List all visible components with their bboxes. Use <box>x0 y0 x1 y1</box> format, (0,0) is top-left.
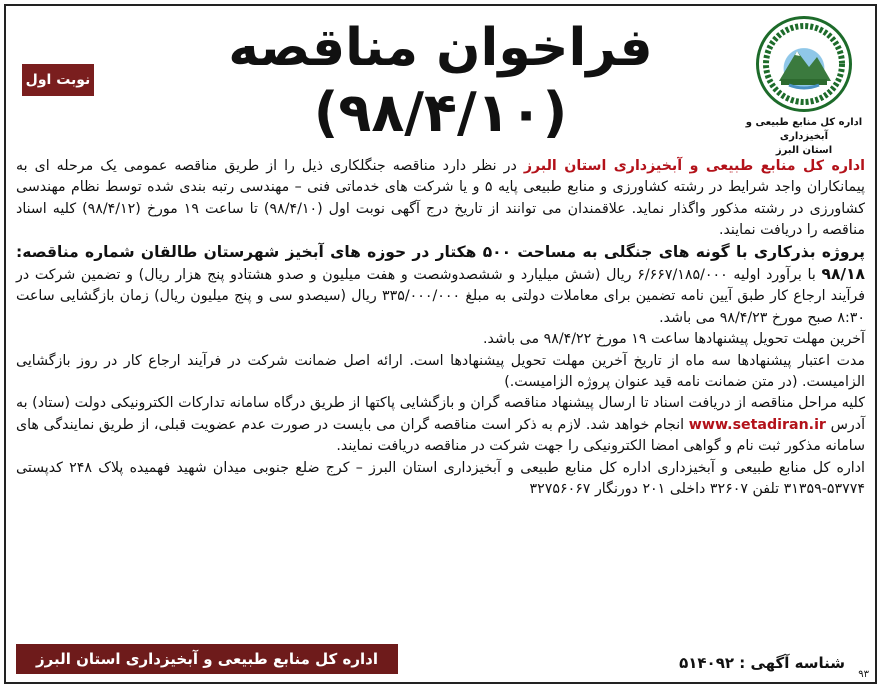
procedure-paragraph <box>16 393 865 457</box>
notice-footer <box>6 642 875 682</box>
logo-caption-line1: اداره کل منابع طبیعی و آبخیزداری <box>745 117 863 142</box>
intro-paragraph <box>16 156 865 242</box>
org-logo-icon <box>756 16 852 112</box>
validity-paragraph: مدت اعتبار پیشنهادها سه ماه از تاریخ آخرین مهلت تحویل پیشنهادها است. ارائه اصل ضمانت شرکت در فرآیند ارجاع کار در روز بازگشایی الزامیست. (در متن ضمانت نامه قید عنوان پروژه الزامیست.) <box>16 352 865 391</box>
ad-id: شناسه آگهی : ۵۱۴۰۹۲ <box>679 654 845 672</box>
logo-caption-line2: استان البرز <box>775 145 833 156</box>
org-name-lead: اداره کل منابع طبیعی و آبخیزداری استان البرز <box>523 158 865 174</box>
setad-link[interactable]: www.setadiran.ir <box>688 416 826 433</box>
deadline-paragraph: آخرین مهلت تحویل پیشنهادها ساعت ۱۹ مورخ ۹۸/۴/۲۲ می باشد. <box>483 331 865 348</box>
procedure-text-before: کلیه مراحل مناقصه از دریافت اسناد تا ارسال پیشنهاد مناقصه گران و بازگشایی پاکتها از طریق درگاه سامانه تدارکات الکترونیکی دولت (ستاد) به آدرس <box>16 395 866 433</box>
notice-date: (۹۸/۴/۱۰) <box>313 81 568 144</box>
notice-header <box>6 6 875 156</box>
project-details: با برآورد اولیه ۶/۶۶۷/۱۸۵/۰۰۰ ریال (شش میلیارد و ششصدوشصت و هفت میلیون و صدو هشتادو پنج هزار ریال) و تضمین شرکت در فرآیند ارجاع کار طبق آیین نامه تضمین برای معاملات دولتی به مبلغ ۳۳۵/۰۰۰/۰۰۰ ریال (سیصدو سی و پنج میلیون ریال) زمان بازگشایی ساعت ۸:۳۰ صبح مورخ ۹۸/۴/۲۳ می باشد. <box>16 267 865 326</box>
procedure-text-after: انجام خواهد شد. لازم به ذکر است مناقصه گران می بایست در صورت عدم عضویت قبلی، از طریق نمایندگی های سامانه مذکور ثبت نام و گواهی امضا الکترونیکی را جهت شرکت در مناقصه دریافت نمایند. <box>16 416 865 455</box>
project-title: پروژه بذرکاری با گونه های جنگلی به مساحت ۵۰۰ هکتار در حوزه های آبخیز شهرستان طالقان شماره مناقصه: ۹۸/۱۸ <box>16 242 866 284</box>
org-logo-block <box>745 16 863 156</box>
intro-text: در نظر دارد مناقصه جنگلکاری ذیل را از طریق مناقصه عمومی یک مرحله ای به پیمانکاران واجد شرایط در رشته کشاورزی و منابع طبیعی پایه ۵ و یا شرکت های خدماتی فنی – مهندسی رتبه بندی شده توسط نظام مهندسی کشاورزی در رشته مذکور واگذار نماید. علاقمندان می توانند از تاریخ درج آگهی نوبت اول (۹۸/۴/۱۰) تا ساعت ۱۹ مورخ (۹۸/۴/۱۲) کلیه اسناد مناقصه را دریافت نمایند. <box>16 158 865 239</box>
address-paragraph: اداره کل منابع طبیعی و آبخیزداری اداره کل منابع طبیعی و آبخیزداری استان البرز – کرج ضلع جنوبی میدان شهید فهمیده پلاک ۲۴۸ کدپستی ۵۳۷۷۴-۳۱۳۵۹ تلفن ۳۲۶۰۷ داخلی ۲۰۱ دورنگار ۳۲۷۵۶۰۶۷ <box>16 459 865 498</box>
page-number: ۹۳ <box>858 669 869 680</box>
notice-body <box>16 156 865 501</box>
project-paragraph <box>16 242 865 330</box>
tender-notice <box>4 4 877 684</box>
issue-badge: نوبت اول <box>22 64 94 96</box>
footer-org-banner: اداره کل منابع طبیعی و آبخیزداری استان البرز <box>16 644 398 674</box>
notice-title: فراخوان مناقصه <box>228 18 653 78</box>
